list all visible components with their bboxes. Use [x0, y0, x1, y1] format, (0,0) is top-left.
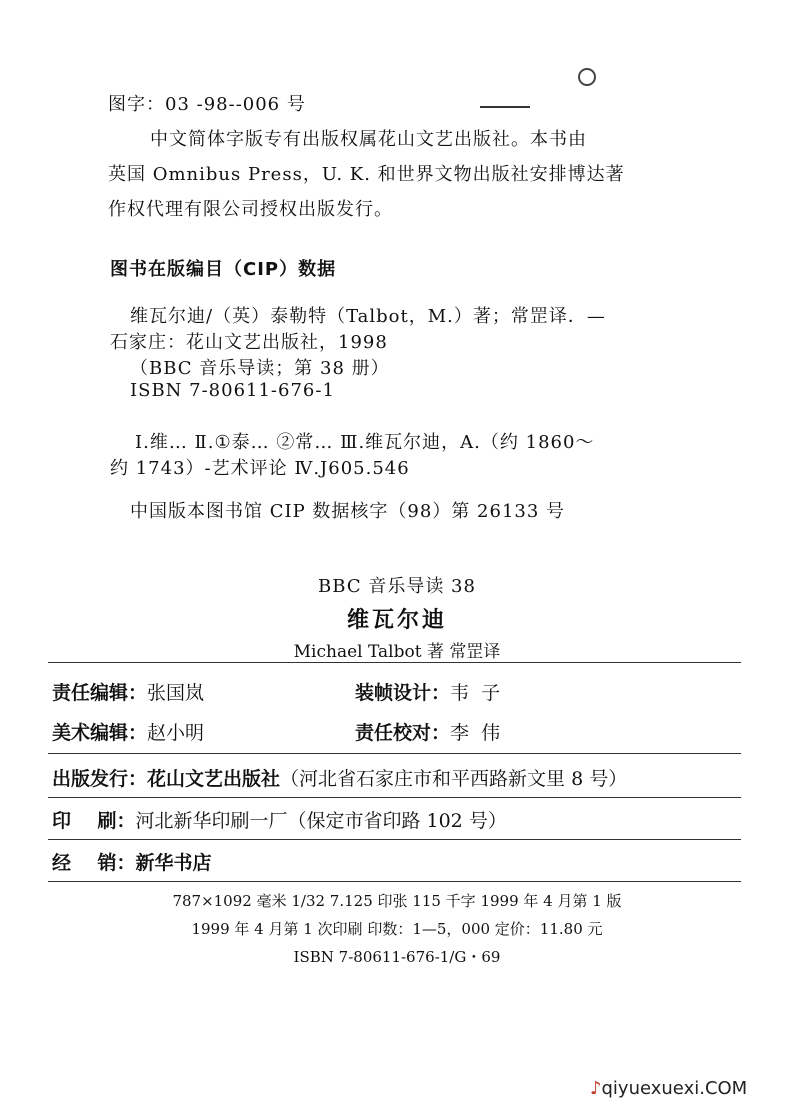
proof-label: 责任校对：: [355, 722, 451, 744]
watermark: [590, 1078, 747, 1099]
cip-heading: 图书在版编目（CIP）数据: [110, 259, 337, 280]
scan-mark-dot: [578, 68, 596, 86]
printer-label: 印 刷：: [52, 810, 136, 832]
rule-3: [48, 797, 741, 798]
cip-line-2: 石家庄：花山文艺出版社，1998: [110, 332, 388, 353]
cip-isbn: ISBN 7-80611-676-1: [130, 380, 335, 401]
art-editor-row: [52, 718, 204, 745]
rule-1: [48, 662, 741, 663]
rule-5: [48, 881, 741, 882]
specs-line-2: 1999 年 4 月第 1 次印刷 印数：1—5，000 定价：11.80 元: [191, 920, 603, 938]
specs-isbn: ISBN 7-80611-676-1/G・69: [293, 948, 501, 966]
proof-value: 李 伟: [450, 722, 501, 744]
publisher-label: 出版发行：: [52, 768, 148, 790]
cip-class-1: Ⅰ.维… Ⅱ.①泰… ②常… Ⅲ.维瓦尔迪，A.（约 1860～: [135, 432, 595, 453]
rule-4: [48, 839, 741, 840]
proof-row: [355, 718, 500, 745]
author-line: Michael Talbot 著 常罡译: [293, 642, 501, 662]
art-editor-value: 赵小明: [147, 722, 205, 744]
rule-2: [48, 753, 741, 754]
cip-line-3: （BBC 音乐导读；第 38 册）: [130, 358, 390, 379]
design-label: 装帧设计：: [355, 682, 451, 704]
publisher-value: 花山文艺出版社: [147, 768, 281, 790]
music-note-icon: ♪: [590, 1078, 602, 1099]
distributor-value: 新华书店: [135, 852, 212, 874]
distributor-row: [52, 848, 211, 875]
printer-value: 河北新华印刷一厂（保定市省印路 102 号）: [135, 810, 507, 832]
design-row: [355, 678, 500, 705]
editor-row: [52, 678, 204, 705]
watermark-text: qiyuexuexi.COM: [601, 1078, 748, 1099]
printer-row: [52, 806, 507, 833]
editor-value: 张国岚: [147, 682, 205, 704]
copyright-line-1: 中文简体字版专有出版权属花山文艺出版社。本书由: [150, 129, 587, 150]
copyright-line-3: 作权代理有限公司授权出版发行。: [108, 199, 393, 220]
distributor-label: 经 销：: [52, 852, 136, 874]
series-line: BBC 音乐导读 38: [318, 576, 476, 597]
publisher-address: （河北省石家庄市和平西路新文里 8 号）: [280, 768, 628, 790]
design-value: 韦 子: [450, 682, 501, 704]
permit-number: 图字：03 -98--006 号: [108, 94, 306, 115]
copyright-line-2: 英国 Omnibus Press，U. K. 和世界文物出版社安排博达著: [108, 164, 625, 185]
scan-mark: [480, 106, 530, 108]
cip-record: 中国版本图书馆 CIP 数据核字（98）第 26133 号: [130, 501, 566, 522]
specs-line-1: 787×1092 毫米 1/32 7.125 印张 115 千字 1999 年 4 月第 1 版: [172, 892, 622, 910]
editor-label: 责任编辑：: [52, 682, 148, 704]
publisher-row: [52, 764, 627, 791]
art-editor-label: 美术编辑：: [52, 722, 148, 744]
book-title: 维瓦尔迪: [346, 608, 447, 633]
cip-class-2: 约 1743）-艺术评论 Ⅳ.J605.546: [110, 458, 410, 479]
cip-line-1: 维瓦尔迪/（英）泰勒特（Talbot，M.）著；常罡译．—: [130, 306, 606, 327]
